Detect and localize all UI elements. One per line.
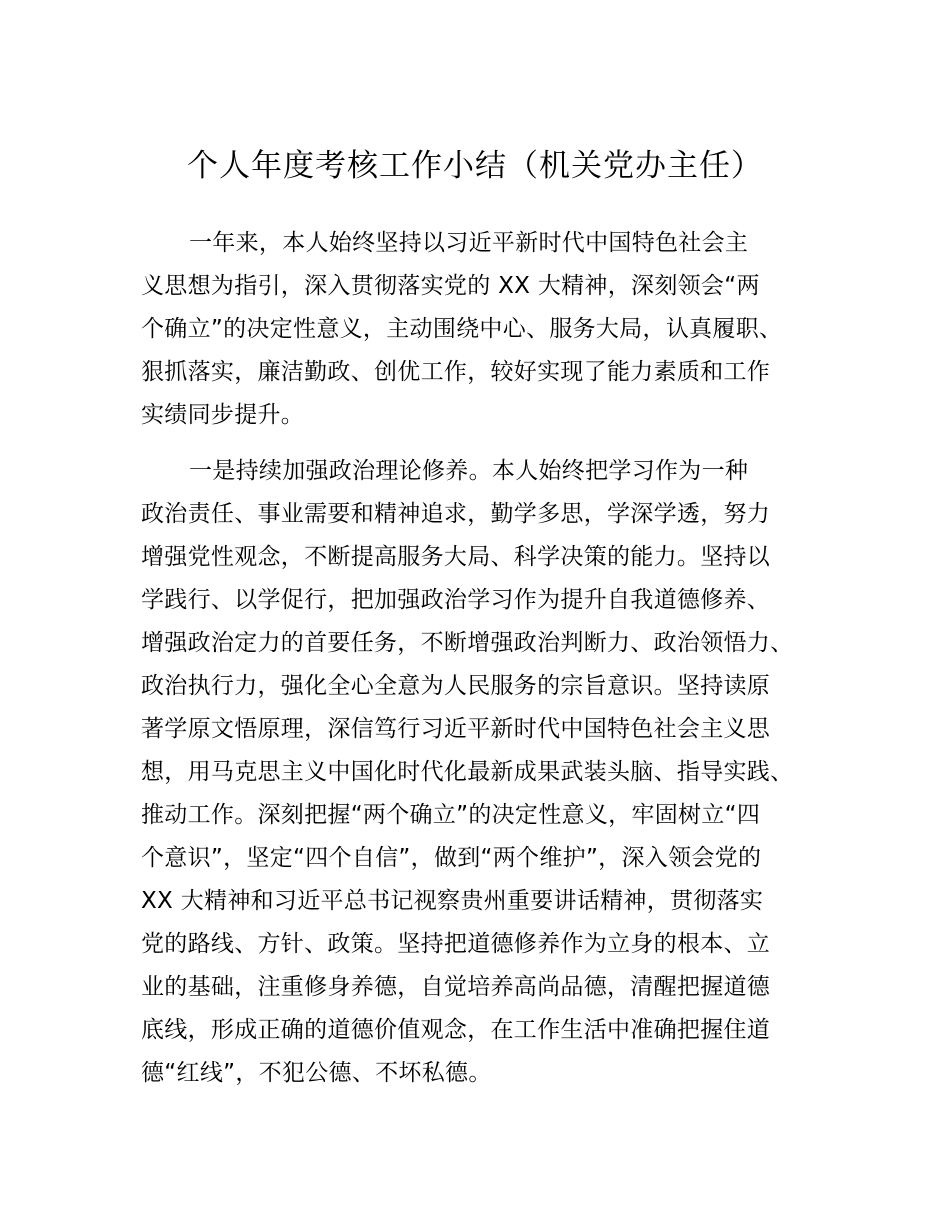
paragraph-line: 狠抓落实，廉洁勤政、创优工作，较好实现了能力素质和工作 (141, 359, 771, 385)
paragraph-line: 增强党性观念，不断提高服务大局、科学决策的能力。坚持以 (141, 544, 771, 570)
paragraph-line: 增强政治定力的首要任务，不断增强政治判断力、政治领悟力、 (141, 630, 794, 656)
paragraph-line: 学践行、以学促行，把加强政治学习作为提升自我道德修养、 (141, 587, 771, 613)
paragraph-line: 一年来，本人始终坚持以习近平新时代中国特色社会主 (189, 230, 749, 256)
paragraph-line: 推动工作。深刻把握“两个确立”的决定性意义，牢固树立“四 (141, 802, 761, 828)
paragraph-line: 义思想为指引，深入贯彻落实党的 XX 大精神，深刻领会“两 (141, 273, 760, 299)
paragraph-line: 个意识”，坚定“四个自信”，做到“两个维护”，深入领会党的 (141, 845, 762, 871)
paragraph-line: 德“红线”，不犯公德、不坏私德。 (141, 1060, 492, 1086)
paragraph-intro (141, 222, 831, 437)
paragraph-line: 著学原文悟原理，深信笃行习近平新时代中国特色社会主义思 (141, 716, 771, 742)
paragraph-line: XX 大精神和习近平总书记视察贵州重要讲话精神，贯彻落实 (141, 888, 764, 914)
paragraph-line: 政治责任、事业需要和精神追求，勤学多思，学深学透，努力 (141, 501, 771, 527)
paragraph-line: 想，用马克思主义中国化时代化最新成果武装头脑、指导实践、 (141, 759, 794, 785)
paragraph-line: 个确立”的决定性意义，主动围绕中心、服务大局，认真履职、 (141, 316, 783, 342)
paragraph-political-theory (141, 450, 831, 1095)
paragraph-line: 一是持续加强政治理论修养。本人始终把学习作为一种 (189, 458, 749, 484)
paragraph-line: 底线，形成正确的道德价值观念，在工作生活中准确把握住道 (141, 1017, 771, 1043)
paragraph-line: 业的基础，注重修身养德，自觉培养高尚品德，清醒把握道德 (141, 974, 771, 1000)
paragraph-line: 政治执行力，强化全心全意为人民服务的宗旨意识。坚持读原 (141, 673, 771, 699)
paragraph-line: 实绩同步提升。 (141, 402, 305, 428)
paragraph-line: 党的路线、方针、政策。坚持把道德修养作为立身的根本、立 (141, 931, 771, 957)
document-title: 个人年度考核工作小结（机关党办主任） (187, 148, 763, 184)
